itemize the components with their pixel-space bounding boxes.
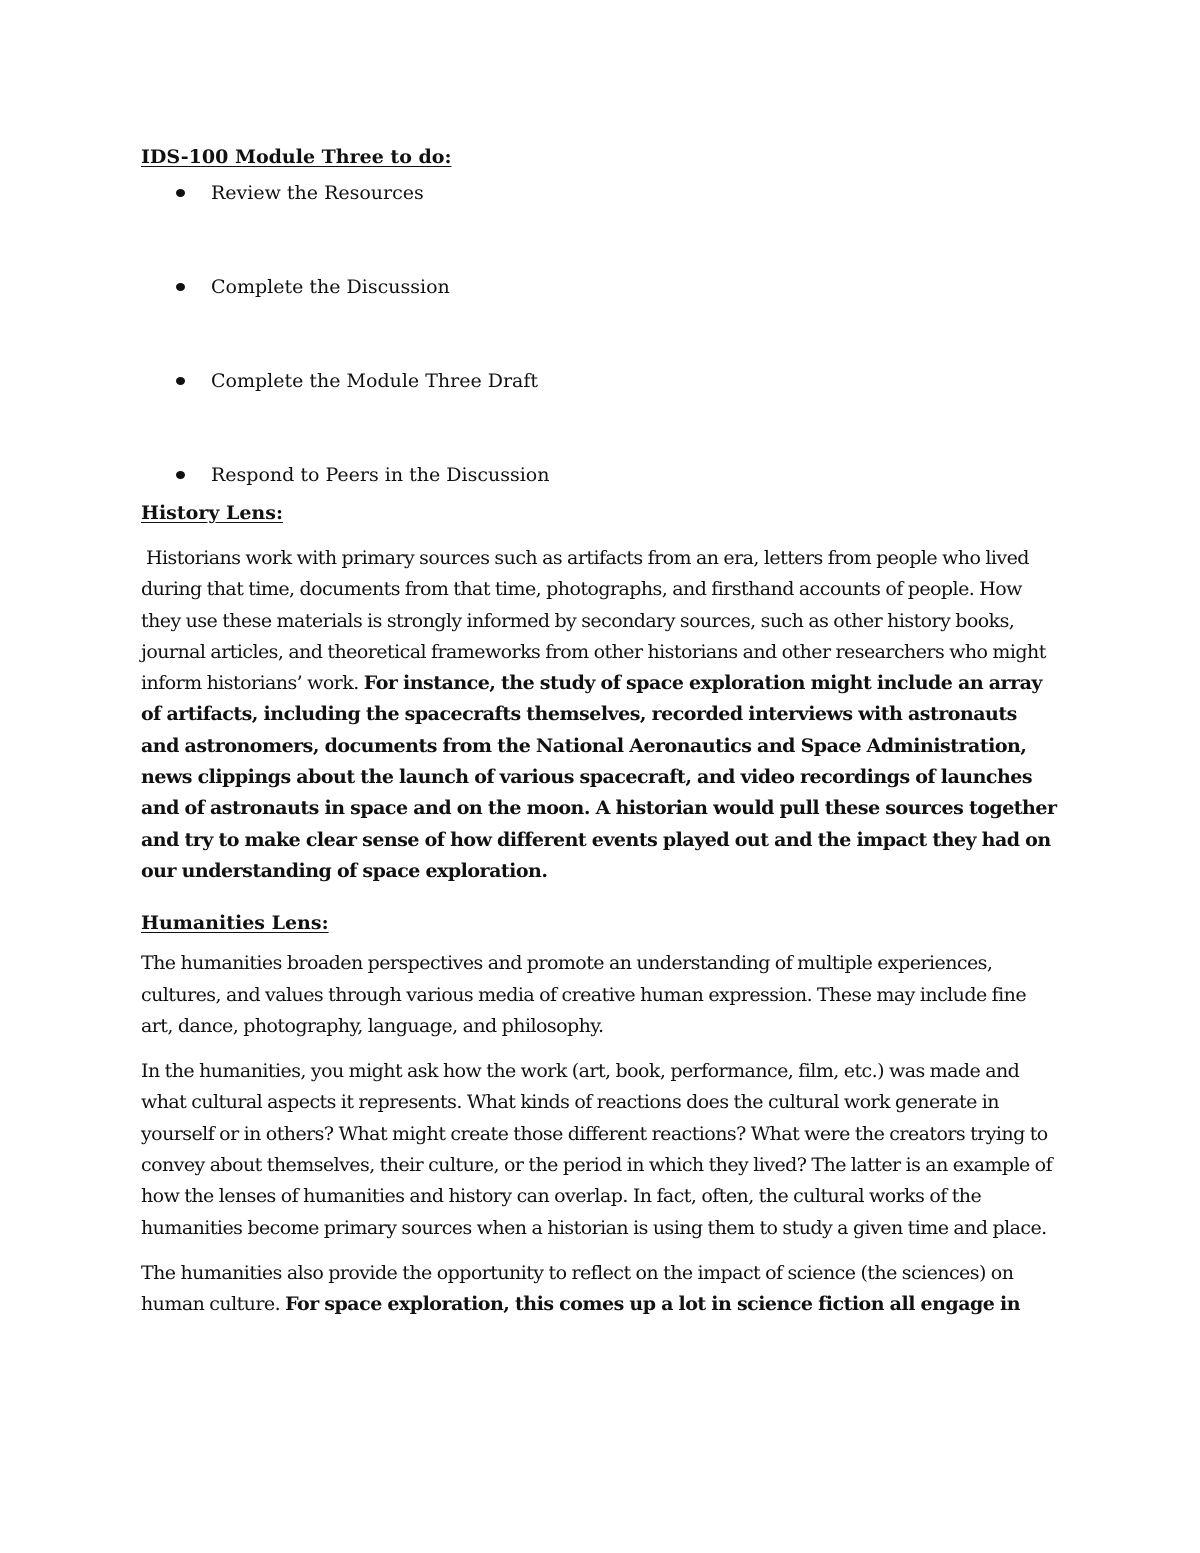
history-paragraph-plain: Historians work with primary sources such as artifacts from an era, letters from people who lived during that time, documents from that time, photographs, and firsthand accounts of people. How they use these materials is strongly informed by secondary sources, such as other history books, journal articles, and theoretical frameworks from other historians and other researchers who might inform historians’ work.	[141, 547, 1046, 695]
todo-item-text: Respond to Peers in the Discussion	[211, 464, 550, 486]
todo-item	[141, 369, 1060, 393]
todo-list	[141, 181, 1060, 487]
todo-item-text: Complete the Module Three Draft	[211, 370, 539, 392]
bullet-icon	[176, 377, 185, 385]
document-title: IDS-100 Module Three to do:	[141, 146, 452, 168]
todo-item	[141, 275, 1060, 299]
bullet-icon	[176, 283, 185, 291]
bullet-icon	[176, 189, 185, 197]
history-lens-paragraph	[141, 543, 1060, 887]
todo-item	[141, 181, 1060, 205]
history-paragraph-bold: For instance, the study of space exploration might include an array of artifacts, including the spacecrafts themselves, recorded interviews with astronauts and astronomers, documents from the National Aeronautics and Space Administration, news clippings about the launch of various spacecraft, and video recordings of launches and of astronauts in space and on the moon. A historian would pull these sources together and try to make clear sense of how different events played out and the impact they had on our understanding of space exploration.	[141, 672, 1057, 882]
history-lens-heading: History Lens:	[141, 502, 283, 524]
humanities-paragraph-1: The humanities broaden perspectives and promote an understanding of multiple experiences, cultures, and values through various media of creative human expression. These may include fine art, dance, photography, language, and philosophy.	[141, 952, 1027, 1037]
todo-item-text: Complete the Discussion	[211, 276, 450, 298]
humanities-lens-heading: Humanities Lens:	[141, 912, 329, 935]
humanities-paragraph-2: In the humanities, you might ask how the work (art, book, performance, film, etc.) was made and what cultural aspects it represents. What kinds of reactions does the cultural work generate in yourself or in others? What might create those different reactions? What were the creators trying to convey about themselves, their culture, or the period in which they lived? The latter is an example of how the lenses of humanities and history can overlap. In fact, often, the cultural works of the humanities become primary sources when a historian is using them to study a given time and place.	[141, 1060, 1053, 1239]
todo-item	[141, 463, 1060, 487]
humanities-paragraph-3	[141, 1258, 1060, 1321]
humanities-paragraph-3-plain: The humanities also provide the opportunity to reflect on the impact of science (the sciences) on human culture.	[141, 1261, 1014, 1316]
todo-item-text: Review the Resources	[211, 182, 424, 204]
humanities-paragraph-3-bold: For space exploration, this comes up a lot in science fiction all engage in	[285, 1293, 1021, 1316]
bullet-icon	[176, 471, 185, 479]
